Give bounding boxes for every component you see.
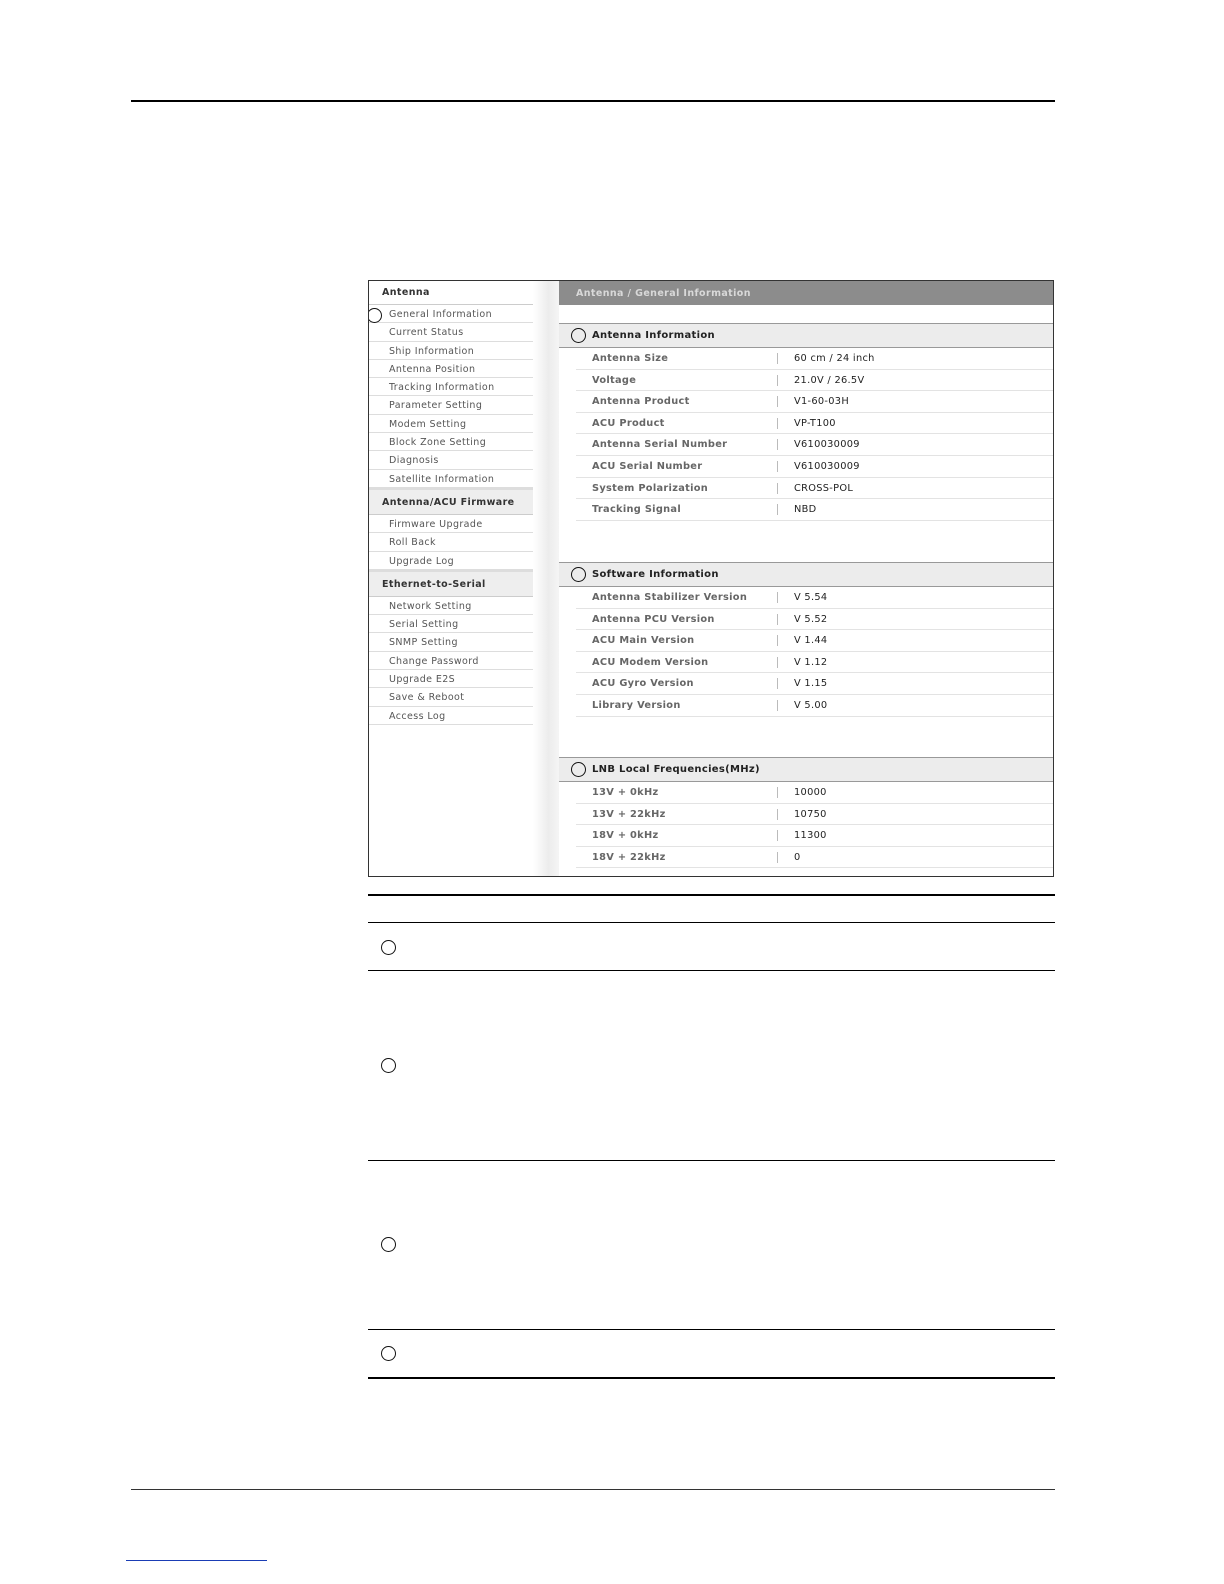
row-value: V 1.12	[794, 656, 828, 668]
sidebar-item-access-log[interactable]: Access Log	[369, 707, 533, 725]
sidebar-item-current-status[interactable]: Current Status	[369, 323, 533, 341]
sidebar-group-e2s	[369, 597, 533, 725]
row-value: 60 cm / 24 inch	[794, 353, 875, 364]
table-row	[576, 587, 1053, 609]
callout-marker-icon	[571, 762, 586, 777]
row-separator	[777, 830, 778, 841]
row-label: 18V + 22kHz	[592, 851, 666, 863]
table-row	[576, 782, 1053, 804]
table-row	[576, 804, 1053, 826]
row-label: ACU Gyro Version	[592, 678, 694, 690]
software-information-title: Software Information	[592, 569, 719, 580]
lnb-frequencies-title: LNB Local Frequencies(MHz)	[592, 764, 760, 775]
row-label: ACU Serial Number	[592, 460, 703, 472]
row-value: V 1.15	[794, 678, 828, 690]
sidebar-item-modem-setting[interactable]: Modem Setting	[369, 415, 533, 433]
row-value: 11300	[794, 830, 827, 842]
row-label: Antenna Serial Number	[592, 439, 728, 451]
row-label: Antenna Product	[592, 396, 690, 408]
sidebar-heading-antenna: Antenna	[369, 281, 533, 305]
sidebar-item-network-setting[interactable]: Network Setting	[369, 597, 533, 615]
sidebar-item-tracking-information[interactable]: Tracking Information	[369, 378, 533, 396]
lnb-frequencies-table	[576, 782, 1053, 868]
row-separator	[777, 852, 778, 863]
sidebar-menu	[369, 281, 533, 876]
sidebar-item-satellite-information[interactable]: Satellite Information	[369, 470, 533, 488]
callout-marker-icon	[381, 940, 396, 955]
row-label: 13V + 22kHz	[592, 808, 666, 820]
software-information-header	[559, 562, 1053, 587]
table-row	[576, 630, 1053, 652]
page-top-rule	[131, 100, 1055, 102]
row-label: Tracking Signal	[592, 504, 681, 516]
sidebar-item-upgrade-log[interactable]: Upgrade Log	[369, 552, 533, 570]
row-separator	[777, 592, 778, 603]
sidebar-item-change-password[interactable]: Change Password	[369, 652, 533, 670]
row-separator	[777, 439, 778, 450]
sidebar-item-ship-information[interactable]: Ship Information	[369, 342, 533, 360]
sidebar-item-parameter-setting[interactable]: Parameter Setting	[369, 396, 533, 414]
row-label: ACU Modem Version	[592, 656, 709, 668]
table-row	[576, 391, 1053, 413]
row-value: V610030009	[794, 460, 860, 472]
row-label: ACU Main Version	[592, 635, 695, 647]
main-panel	[559, 281, 1053, 876]
page-title: Antenna / General Information	[559, 281, 1053, 305]
web-ui-screenshot	[368, 280, 1054, 877]
table-row	[576, 370, 1053, 392]
sidebar-item-serial-setting[interactable]: Serial Setting	[369, 615, 533, 633]
row-value: NBD	[794, 504, 817, 516]
description-table-divider	[368, 1160, 1055, 1161]
sidebar-item-snmp-setting[interactable]: SNMP Setting	[369, 633, 533, 651]
table-row	[576, 499, 1053, 521]
row-label: Antenna Stabilizer Version	[592, 592, 748, 603]
software-information-table	[576, 587, 1053, 717]
page-bottom-rule	[131, 1489, 1055, 1490]
sidebar-item-roll-back[interactable]: Roll Back	[369, 533, 533, 551]
table-row	[576, 673, 1053, 695]
row-separator	[777, 461, 778, 472]
table-row	[576, 652, 1053, 674]
callout-marker-icon	[381, 1346, 396, 1361]
row-separator	[777, 483, 778, 494]
table-row	[576, 413, 1053, 435]
table-row	[576, 847, 1053, 869]
row-value: V1-60-03H	[794, 396, 850, 408]
sidebar-item-block-zone-setting[interactable]: Block Zone Setting	[369, 433, 533, 451]
row-separator	[777, 614, 778, 625]
description-table-divider	[368, 970, 1055, 971]
row-value: V610030009	[794, 439, 860, 451]
row-separator	[777, 353, 778, 364]
row-label: 18V + 0kHz	[592, 830, 659, 842]
row-separator	[777, 809, 778, 820]
description-table-divider	[368, 922, 1055, 923]
sidebar-group-firmware	[369, 515, 533, 570]
row-separator	[777, 657, 778, 668]
table-row	[576, 434, 1053, 456]
sidebar-divider	[533, 281, 559, 876]
table-row	[576, 825, 1053, 847]
sidebar-heading-e2s: Ethernet-to-Serial	[369, 570, 533, 597]
row-label: Antenna PCU Version	[592, 613, 715, 625]
antenna-information-title: Antenna Information	[592, 330, 715, 341]
sidebar-item-antenna-position[interactable]: Antenna Position	[369, 360, 533, 378]
row-value: 10000	[794, 787, 827, 798]
row-value: V 5.52	[794, 613, 828, 625]
sidebar-item-save-reboot[interactable]: Save & Reboot	[369, 688, 533, 706]
sidebar-item-firmware-upgrade[interactable]: Firmware Upgrade	[369, 515, 533, 533]
antenna-information-header	[559, 323, 1053, 348]
sidebar-item-general-information[interactable]: General Information	[369, 305, 533, 323]
row-separator	[777, 678, 778, 689]
sidebar-item-upgrade-e2s[interactable]: Upgrade E2S	[369, 670, 533, 688]
row-separator	[777, 504, 778, 515]
sidebar-heading-firmware: Antenna/ACU Firmware	[369, 488, 533, 515]
row-separator	[777, 418, 778, 429]
row-value: 10750	[794, 808, 827, 820]
table-row	[576, 478, 1053, 500]
row-value: VP-T100	[794, 417, 836, 429]
table-row	[576, 348, 1053, 370]
row-label: ACU Product	[592, 417, 665, 429]
table-row	[576, 609, 1053, 631]
row-separator	[777, 700, 778, 711]
row-label: Voltage	[592, 374, 637, 386]
callout-marker-icon	[571, 328, 586, 343]
row-separator	[777, 396, 778, 407]
description-table-divider	[368, 1329, 1055, 1330]
sidebar-group-antenna	[369, 305, 533, 488]
table-row	[576, 695, 1053, 717]
row-label: System Polarization	[592, 482, 709, 494]
row-separator	[777, 787, 778, 798]
description-table-top-rule	[368, 894, 1055, 896]
row-separator	[777, 375, 778, 386]
antenna-information-table	[576, 348, 1053, 521]
row-label: 13V + 0kHz	[592, 787, 659, 798]
row-value: V 5.00	[794, 699, 828, 711]
row-separator	[777, 635, 778, 646]
row-value: CROSS-POL	[794, 482, 854, 494]
row-value: V 1.44	[794, 635, 828, 647]
row-value: V 5.54	[794, 592, 828, 603]
sidebar-item-diagnosis[interactable]: Diagnosis	[369, 451, 533, 469]
table-row	[576, 456, 1053, 478]
row-label: Antenna Size	[592, 353, 669, 364]
description-table-bottom-rule	[368, 1377, 1055, 1379]
callout-marker-icon	[381, 1237, 396, 1252]
row-value: 21.0V / 26.5V	[794, 374, 865, 386]
lnb-frequencies-header	[559, 757, 1053, 782]
row-value: 0	[794, 851, 801, 863]
callout-marker-icon	[571, 567, 586, 582]
footer-link-underline[interactable]	[126, 1559, 267, 1561]
callout-marker-icon	[381, 1058, 396, 1073]
row-label: Library Version	[592, 699, 681, 711]
